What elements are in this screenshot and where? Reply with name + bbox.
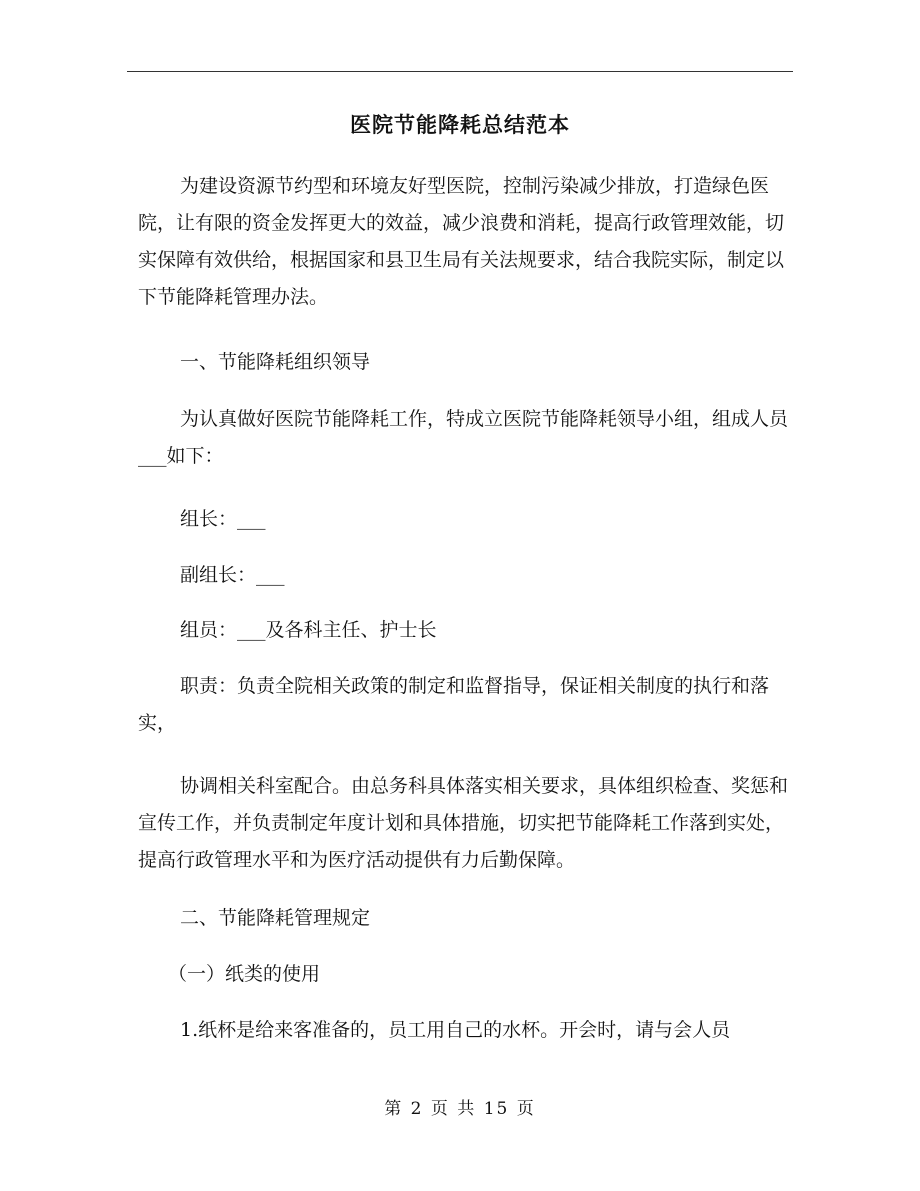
paragraph-group-setup: 为认真做好医院节能降耗工作，特成立医院节能降耗领导小组，组成人员___如下：	[138, 408, 789, 467]
section-heading-2: 二、节能降耗管理规定	[180, 907, 371, 929]
paragraph-duties: 职责：负责全院相关政策的制定和监督指导，保证相关制度的执行和落实，	[138, 675, 770, 734]
page-title: 医院节能降耗总结范本	[350, 112, 570, 137]
paragraph-coordination: 协调相关科室配合。由总务科具体落实相关要求，具体组织检查、奖惩和宣传工作，并负责制定年度计划和具体措施，切实把节能降耗工作落到实处，提高行政管理水平和为医疗活动提供有力后勤保障。	[138, 775, 789, 871]
header-rule	[127, 71, 793, 72]
paragraph-leader: 组长：___	[180, 508, 266, 530]
subsection-heading-paper: （一）纸类的使用	[168, 963, 321, 985]
paragraph-intro: 为建设资源节约型和环境友好型医院，控制污染减少排放，打造绿色医院，让有限的资金发挥更大的效益，减少浪费和消耗，提高行政管理效能，切实保障有效供给，根据国家和县卫生局有关法规要求，结合我院实际，制定以下节能降耗管理办法。	[138, 175, 785, 308]
paragraph-members: 组员：___及各科主任、护士长	[180, 619, 437, 641]
paragraph-deputy-leader: 副组长：___	[180, 564, 285, 586]
paragraph-paper-cups: 1.纸杯是给来客准备的，员工用自己的水杯。开会时，请与会人员	[180, 1019, 731, 1041]
page-footer: 第 2 页 共 15 页	[384, 1099, 536, 1119]
section-heading-1: 一、节能降耗组织领导	[180, 351, 371, 373]
